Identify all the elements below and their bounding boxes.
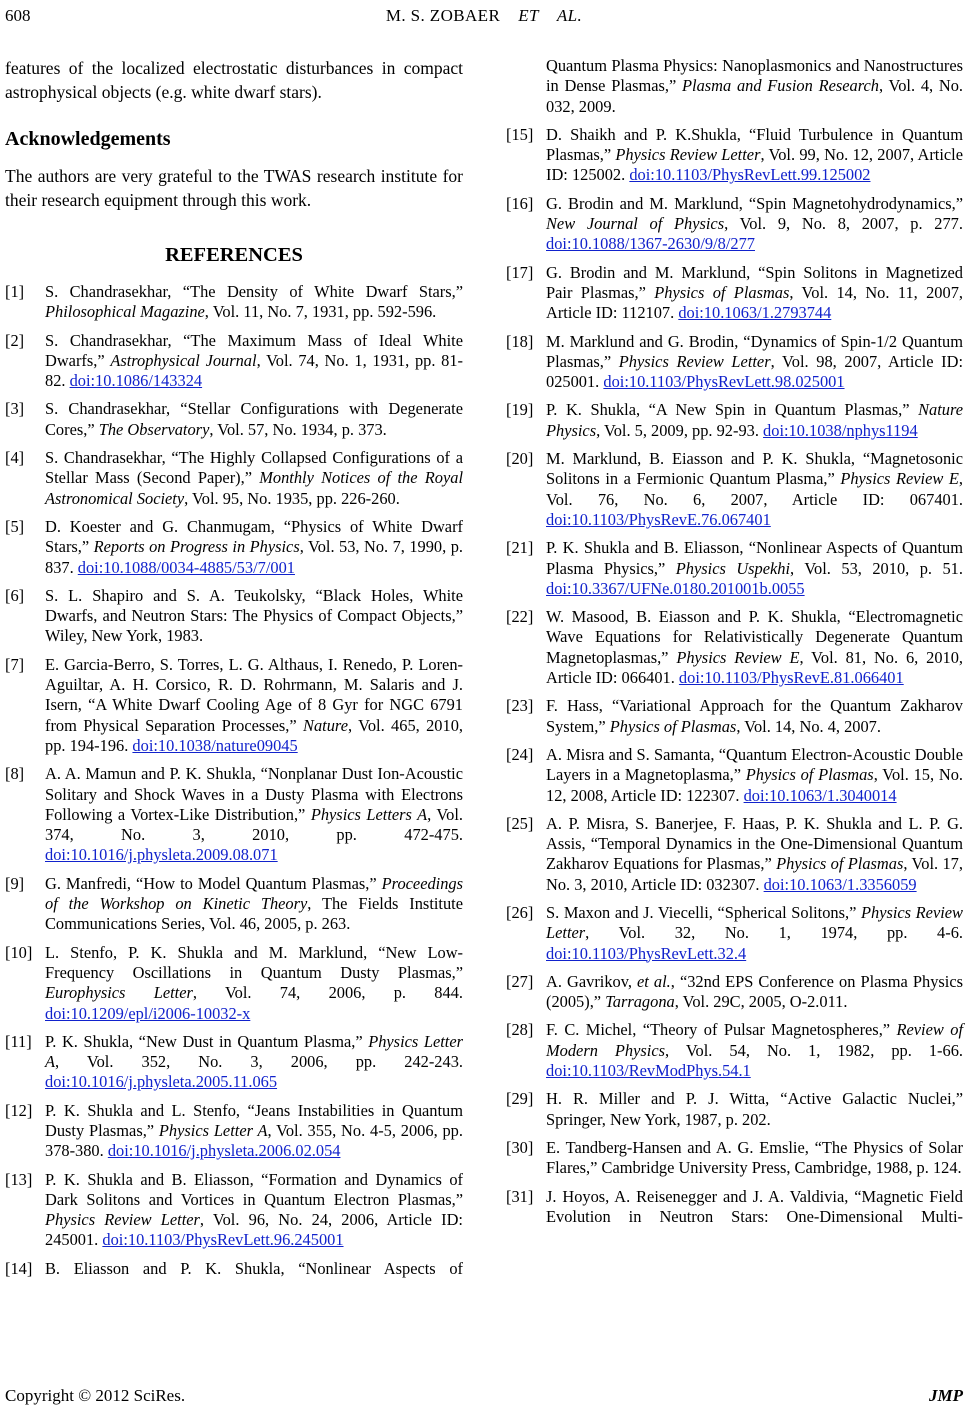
- journal-name: Nature Physics: [546, 400, 963, 440]
- running-head-title: [5, 6, 963, 26]
- journal-name: Philosophical Magazine: [45, 302, 205, 322]
- reference-text: B. Eliasson and P. K. Shukla, “Nonlinear Aspects of: [45, 1258, 463, 1278]
- doi-link[interactable]: doi:10.1063/1.3356059: [763, 874, 917, 894]
- doi-link[interactable]: doi:10.1103/PhysRevLett.98.025001: [603, 372, 845, 392]
- journal-name: Monthly Notices of the Royal Astronomical Society: [45, 468, 463, 508]
- doi-link[interactable]: doi:10.1103/RevModPhys.54.1: [546, 1061, 751, 1081]
- reference-text: F. C. Michel, “Theory of Pulsar Magnetospheres,”: [546, 1020, 897, 1040]
- reference-item: [506, 1089, 963, 1130]
- doi-link[interactable]: doi:10.1063/1.3040014: [743, 785, 897, 805]
- reference-item: [5, 764, 463, 865]
- journal-name: Physics Review Letter: [618, 351, 771, 371]
- reference-text: P. K. Shukla, “New Dust in Quantum Plasma,”: [45, 1031, 369, 1051]
- acknowledgements-heading: Acknowledgements: [5, 128, 171, 150]
- reference-item: [5, 874, 463, 935]
- reference-number: [27]: [506, 971, 534, 991]
- reference-text: A. P. Misra, S. Banerjee, F. Haas, P. K. Shukla and L. P. G. Assis, “Temporal Dynamics in the One-Dimensional Quantum Zakharov Equations for Plasmas,”: [546, 813, 963, 874]
- journal-name: Europhysics Letter: [45, 983, 193, 1003]
- reference-item: [506, 449, 963, 530]
- reference-number: [11]: [5, 1031, 32, 1051]
- reference-text: , Vol. 96, No. 24, 2006, Article ID: 245001.: [45, 1210, 463, 1250]
- journal-name: Nature: [303, 715, 348, 735]
- reference-text: D. Shaikh and P. K.Shukla, “Fluid Turbulence in Quantum Plasmas,”: [546, 124, 963, 165]
- reference-item: [5, 1101, 463, 1162]
- reference-text: , The Fields Institute Communications Series, Vol. 46, 2005, p. 263.: [45, 894, 464, 934]
- reference-text: L. Stenfo, P. K. Shukla and M. Marklund, “New Low-Frequency Oscillations in Quantum Dusty Plasmas,”: [45, 942, 463, 982]
- reference-item: [506, 1020, 963, 1081]
- reference-text: S. L. Shapiro and S. A. Teukolsky, “Black Holes, White Dwarfs, and Neutron Stars: The Physics of Compact Objects,” Wiley, New York, 1983.: [45, 585, 463, 646]
- reference-number: [17]: [506, 262, 534, 282]
- reference-number: [22]: [506, 607, 534, 627]
- reference-number: [8]: [5, 764, 25, 784]
- journal-name: Proceedings of the Workshop on Kinetic Theory: [45, 873, 463, 914]
- reference-text: E. Garcia-Berro, S. Torres, L. G. Althaus, I. Renedo, P. Loren-Aguiltar, A. H. Corsico, R. D. Rohrmann, M. Salaris and J. Isern, “A White Dwarf Cooling Age of 8 Gyr for NGC 6791 from Physical Separation Processes,”: [45, 654, 463, 735]
- reference-number: [25]: [506, 813, 534, 833]
- reference-number: [5]: [5, 516, 25, 536]
- reference-text: P. K. Shukla and B. Eliasson, “Nonlinear Aspects of Quantum Plasma Physics,”: [546, 538, 963, 578]
- doi-link[interactable]: doi:10.1103/PhysRevE.81.066401: [678, 668, 904, 688]
- reference-text: , Vol. 53, No. 7, 1990, p. 837.: [45, 537, 463, 577]
- reference-item: [5, 399, 463, 440]
- doi-link[interactable]: doi:10.1016/j.physleta.2009.08.071: [45, 845, 278, 865]
- reference-text: W. Masood, B. Eiasson and P. K. Shukla, “Electromagnetic Wave Equations for Relativistically Degenerate Quantum Magnetoplasmas,”: [546, 607, 963, 667]
- reference-item: [506, 1187, 963, 1228]
- reference-text: A. Misra and S. Samanta, “Quantum Electron-Acoustic Double Layers in a Magnetoplasma,”: [546, 744, 963, 785]
- reference-item: [5, 655, 463, 756]
- doi-link[interactable]: doi:10.1103/PhysRevLett.96.245001: [102, 1230, 344, 1250]
- reference-text: , Vol. 98, 2007, Article ID: 025001.: [546, 351, 963, 392]
- reference-item: [506, 1138, 963, 1179]
- left-column: [5, 56, 463, 1287]
- reference-text: J. Hoyos, A. Reisenegger and J. A. Valdivia, “Magnetic Field Evolution in Neutron Stars: One-Dimensional Multi-: [546, 1186, 963, 1226]
- reference-text: S. Chandrasekhar, “The Maximum Mass of Ideal White Dwarfs,”: [45, 330, 463, 370]
- reference-text: P. K. Shukla and B. Eliasson, “Formation and Dynamics of Dark Solitons and Vortices in Quantum Electron Plasmas,”: [45, 1169, 463, 1209]
- journal-name: The Observatory: [98, 419, 210, 439]
- reference-number: [3]: [5, 399, 25, 419]
- reference-item: [5, 1032, 463, 1093]
- right-column: [506, 56, 963, 1235]
- references-heading: REFERENCES: [165, 244, 303, 266]
- reference-text: , Vol. 95, No. 1935, pp. 226-260.: [184, 488, 400, 508]
- reference-item: [506, 400, 963, 441]
- journal-name: Reports on Progress in Physics: [93, 537, 300, 557]
- reference-item: [506, 903, 963, 964]
- running-head-authors: M. S. ZOBAER: [385, 6, 501, 25]
- reference-text: M. Marklund and G. Brodin, “Dynamics of Spin-1/2 Quantum Plasmas,”: [546, 331, 963, 371]
- reference-text: , Vol. 81, No. 6, 2010, Article ID: 066401.: [546, 647, 964, 688]
- reference-number: [20]: [506, 449, 534, 469]
- reference-item: [506, 125, 963, 186]
- reference-item: [506, 194, 963, 255]
- doi-link[interactable]: doi:10.1088/1367-2630/9/8/277: [546, 234, 755, 254]
- journal-name: Plasma and Fusion Research: [682, 76, 879, 96]
- journal-name: Physics Letters A: [310, 804, 428, 824]
- reference-number: [18]: [506, 331, 534, 351]
- reference-text: A. A. Mamun and P. K. Shukla, “Nonplanar Dust Ion-Acoustic Solitary and Shock Waves in a Dusty Plasma with Electrons Following a Vortex-Like Distribution,”: [45, 764, 463, 824]
- references-list-left: [5, 282, 463, 1279]
- reference-item: [5, 1259, 463, 1279]
- journal-name: Physics of Plasmas: [654, 282, 790, 302]
- journal-name: Physics Review E: [676, 647, 800, 667]
- journal-abbrev: JMP: [929, 1386, 963, 1405]
- reference-continuation: [506, 56, 963, 117]
- reference-item: [506, 696, 963, 737]
- reference-text: , Vol. 14, No. 4, 2007.: [736, 716, 881, 736]
- reference-text: , Vol. 465, 2010, pp. 194-196.: [45, 715, 463, 755]
- doi-link[interactable]: doi:10.1016/j.physleta.2006.02.054: [107, 1141, 341, 1161]
- journal-name: Physics of Plasmas: [745, 765, 874, 785]
- reference-item: [506, 814, 963, 895]
- doi-link[interactable]: doi:10.1086/143324: [69, 371, 203, 391]
- journal-name: Tarragona: [605, 992, 675, 1012]
- doi-link[interactable]: doi:10.1103/PhysRevLett.99.125002: [629, 165, 871, 185]
- reference-text: P. K. Shukla and L. Stenfo, “Jeans Instabilities in Quantum Dusty Plasmas,”: [45, 1100, 463, 1140]
- journal-name: Physics Uspekhi: [675, 558, 791, 578]
- reference-item: [5, 517, 463, 578]
- reference-item: [5, 282, 463, 323]
- copyright-text: Copyright © 2012 SciRes.: [5, 1386, 186, 1405]
- doi-link[interactable]: doi:10.1209/epl/i2006-10032-x: [45, 1003, 251, 1023]
- reference-number: [9]: [5, 873, 25, 893]
- reference-text: , Vol. 352, No. 3, 2006, pp. 242-243.: [55, 1052, 463, 1072]
- reference-item: [506, 607, 963, 688]
- reference-item: [5, 448, 463, 509]
- reference-text: , Vol. 74, 2006, p. 844.: [192, 983, 463, 1003]
- reference-number: [1]: [5, 282, 25, 301]
- reference-number: [16]: [506, 193, 534, 213]
- reference-number: [14]: [5, 1258, 33, 1278]
- reference-text: H. R. Miller and P. J. Witta, “Active Galactic Nuclei,” Springer, New York, 1987, p. 202.: [546, 1089, 963, 1129]
- reference-item: [506, 263, 963, 324]
- page-number: 608: [5, 6, 31, 25]
- journal-name: Physics of Plasmas: [609, 716, 737, 736]
- reference-number: [12]: [5, 1100, 33, 1120]
- reference-item: [5, 331, 463, 392]
- journal-name: et al.: [637, 971, 671, 991]
- reference-number: [29]: [506, 1089, 534, 1109]
- reference-text: G. Manfredi, “How to Model Quantum Plasmas,”: [45, 873, 382, 893]
- reference-text: , Vol. 355, No. 4-5, 2006, pp. 378-380.: [45, 1120, 463, 1161]
- references-list-right: [506, 56, 963, 1227]
- journal-name: Physics Review E: [840, 469, 959, 489]
- reference-text: , Vol. 53, 2010, p. 51.: [790, 558, 963, 578]
- journal-name: Physics Review Letter: [615, 145, 761, 165]
- reference-text: , Vol. 74, No. 1, 1931, pp. 81-82.: [45, 350, 463, 391]
- reference-text: , Vol. 4, No. 032, 2009.: [546, 76, 963, 116]
- reference-text: , “32nd EPS Conference on Plasma Physics (2005),”: [546, 971, 963, 1012]
- reference-text: , Vol. 99, No. 12, 2007, Article ID: 125002.: [546, 145, 963, 185]
- reference-text: , Vol. 11, No. 7, 1931, pp. 592-596.: [204, 302, 437, 322]
- reference-text: G. Brodin and M. Marklund, “Spin Magnetohydrodynamics,”: [546, 193, 963, 213]
- reference-text: S. Chandrasekhar, “The Density of White Dwarf Stars,”: [45, 282, 463, 301]
- reference-text: , Vol. 29C, 2005, O-2.011.: [674, 992, 848, 1012]
- reference-item: [5, 943, 463, 1024]
- journal-name: Astrophysical Journal: [110, 350, 257, 370]
- reference-item: [506, 538, 963, 599]
- doi-link[interactable]: doi:10.1103/PhysRevLett.32.4: [546, 943, 747, 963]
- reference-number: [31]: [506, 1186, 534, 1206]
- journal-name: New Journal of Physics: [546, 214, 725, 234]
- reference-item: [506, 972, 963, 1013]
- reference-text: E. Tandberg-Hansen and A. G. Emslie, “The Physics of Solar Flares,” Cambridge University Press, Cambridge, 1988, p. 124.: [546, 1137, 963, 1178]
- reference-text: , Vol. 17, No. 3, 2010, Article ID: 032307.: [546, 854, 963, 894]
- reference-text: , Vol. 54, No. 1, 1982, pp. 1-66.: [665, 1040, 963, 1060]
- doi-link[interactable]: doi:10.1016/j.physleta.2005.11.065: [45, 1072, 278, 1092]
- reference-number: [6]: [5, 585, 25, 605]
- doi-link[interactable]: doi:10.1103/PhysRevE.76.067401: [546, 509, 771, 529]
- reference-text: P. K. Shukla, “A New Spin in Quantum Plasmas,”: [546, 400, 919, 420]
- reference-text: , Vol. 15, No. 12, 2008, Article ID: 122307.: [546, 765, 963, 805]
- reference-number: [7]: [5, 654, 25, 674]
- reference-number: [24]: [506, 744, 534, 764]
- reference-text: , Vol. 5, 2009, pp. 92-93.: [596, 420, 764, 440]
- reference-number: [15]: [506, 124, 534, 144]
- reference-text: M. Marklund, B. Eiasson and P. K. Shukla, “Magnetosonic Solitons in a Fermionic Quantum Plasma,”: [546, 449, 963, 489]
- reference-text: D. Koester and G. Chanmugam, “Physics of White Dwarf Stars,”: [45, 516, 463, 557]
- reference-text: S. Chandrasekhar, “Stellar Configurations with Degenerate Cores,”: [45, 399, 463, 439]
- reference-item: [5, 1170, 463, 1251]
- journal-name: Physics Letter A: [158, 1120, 268, 1140]
- reference-number: [30]: [506, 1137, 534, 1157]
- doi-link[interactable]: doi:10.1038/nphys1194: [763, 420, 918, 440]
- doi-link[interactable]: doi:10.3367/UFNe.0180.201001b.0055: [546, 578, 805, 598]
- reference-number: [2]: [5, 330, 25, 350]
- reference-number: [13]: [5, 1169, 33, 1189]
- journal-name: Review of Modern Physics: [546, 1020, 964, 1060]
- reference-number: [4]: [5, 448, 25, 468]
- reference-text: S. Maxon and J. Viecelli, “Spherical Solitons,”: [546, 902, 861, 922]
- page-footer: [5, 1386, 963, 1406]
- reference-text: F. Hass, “Variational Approach for the Quantum Zakharov System,”: [546, 696, 963, 736]
- reference-number: [28]: [506, 1020, 534, 1040]
- reference-number: [23]: [506, 696, 534, 716]
- reference-number: [26]: [506, 902, 534, 922]
- doi-link[interactable]: doi:10.1063/1.2793744: [678, 303, 832, 323]
- journal-name: Physics Review Letter: [45, 1210, 200, 1230]
- reference-item: [506, 745, 963, 806]
- reference-text: , Vol. 14, No. 11, 2007, Article ID: 112107.: [546, 282, 963, 323]
- running-head-etal: ET AL.: [518, 6, 583, 25]
- reference-number: [19]: [506, 400, 534, 420]
- intro-paragraph: features of the localized electrostatic disturbances in compact astrophysical objects (e.g. white dwarf stars).: [5, 58, 463, 102]
- reference-text: Quantum Plasma Physics: Nanoplasmonics and Nanostructures in Dense Plasmas,”: [546, 56, 963, 96]
- reference-item: [506, 332, 963, 393]
- reference-text: , Vol. 57, No. 1934, p. 373.: [209, 419, 387, 439]
- reference-text: , Vol. 374, No. 3, 2010, pp. 472-475.: [45, 804, 463, 845]
- reference-number: [10]: [5, 942, 33, 962]
- journal-name: Physics of Plasmas: [776, 854, 904, 874]
- doi-link[interactable]: doi:10.1038/nature09045: [132, 735, 298, 755]
- journal-name: Physics Letter A: [45, 1031, 463, 1072]
- reference-text: A. Gavrikov,: [546, 971, 638, 991]
- reference-text: S. Chandrasekhar, “The Highly Collapsed Configurations of a Stellar Mass (Second Paper),”: [45, 448, 463, 488]
- acknowledgements-paragraph: The authors are very grateful to the TWAS research institute for their research equipment through this work.: [5, 166, 463, 210]
- reference-text: , Vol. 9, No. 8, 2007, p. 277.: [724, 214, 963, 234]
- reference-text: G. Brodin and M. Marklund, “Spin Solitons in Magnetized Pair Plasmas,”: [546, 262, 963, 302]
- reference-item: [5, 586, 463, 647]
- reference-text: , Vol. 32, No. 1, 1974, pp. 4-6.: [585, 923, 963, 943]
- doi-link[interactable]: doi:10.1088/0034-4885/53/7/001: [77, 557, 295, 577]
- journal-name: Physics Review Letter: [546, 902, 963, 943]
- reference-text: , Vol. 76, No. 6, 2007, Article ID: 067401.: [546, 469, 963, 509]
- running-head: [5, 6, 963, 30]
- reference-number: [21]: [506, 538, 534, 558]
